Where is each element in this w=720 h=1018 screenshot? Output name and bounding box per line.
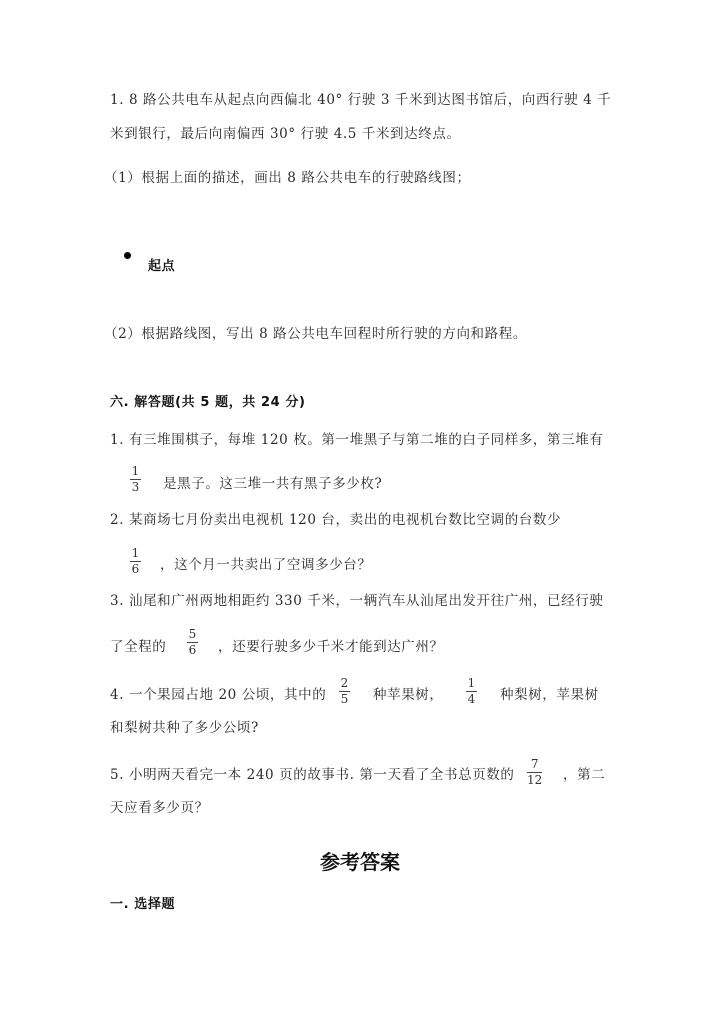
q4-line-2: 和梨树共种了多少公顷? [110, 720, 259, 736]
fraction-denominator: 6 [188, 643, 197, 657]
fraction-numerator: 2 [340, 676, 349, 690]
q5-post: ，第二 [563, 767, 606, 783]
route-part-2: （2）根据路线图，写出 8 路公共电车回程时所行驶的方向和路程。 [104, 326, 527, 342]
route-line-1: 1. 8 路公共电车从起点向西偏北 40° 行驶 3 千米到达图书馆后，向西行驶 4 千 [110, 92, 612, 108]
route-part-1: （1）根据上面的描述，画出 8 路公共电车的行驶路线图； [104, 170, 471, 186]
q2-line-2: ，这个月一共卖出了空调多少台？ [160, 557, 372, 573]
start-label: 起点 [148, 259, 176, 274]
q4-fraction-2 [466, 677, 477, 706]
q4-post: 种梨树，苹果树 [500, 687, 599, 703]
q2-fraction [130, 547, 141, 576]
q3-pre: 了全程的 [110, 639, 167, 655]
q3-line-2: ，还要行驶多少千米才能到达广州？ [218, 639, 444, 655]
q3-fraction [187, 628, 198, 657]
q4-pre: 4. 一个果园占地 20 公顷，其中的 [110, 687, 327, 703]
fraction-numerator: 1 [467, 676, 476, 690]
fraction-numerator: 5 [188, 627, 197, 641]
fraction-numerator: 7 [530, 757, 539, 771]
fraction-numerator: 1 [131, 546, 140, 560]
q4-mid: 种苹果树， [373, 687, 444, 703]
q1-line-1: 1. 有三堆围棋子，每堆 120 枚。第一堆黑子与第二堆的白子同样多，第三堆有 [110, 432, 604, 448]
q2-line-1: 2. 某商场七月份卖出电视机 120 台，卖出的电视机台数比空调的台数少 [110, 512, 562, 528]
start-point-dot [124, 252, 131, 259]
q3-line-1: 3. 汕尾和广州两地相距约 330 千米，一辆汽车从汕尾出发开往广州，已经行驶 [110, 593, 604, 609]
fraction-denominator: 4 [467, 692, 476, 706]
answers-section-1-heading: 一. 选择题 [110, 897, 176, 912]
q5-pre: 5. 小明两天看完一本 240 页的故事书. 第一天看了全书总页数的 [110, 767, 515, 783]
q1-fraction [130, 465, 141, 494]
fraction-denominator: 3 [131, 480, 140, 494]
q4-fraction-1 [339, 677, 350, 706]
q5-line-2: 天应看多少页？ [110, 800, 209, 816]
q1-line-2: 是黑子。这三堆一共有黑子多少枚? [163, 476, 383, 492]
fraction-numerator: 1 [131, 464, 140, 478]
section-6-heading: 六. 解答题(共 5 题，共 24 分) [110, 395, 306, 410]
fraction-denominator: 5 [340, 692, 349, 706]
route-line-2: 米到银行，最后向南偏西 30° 行驶 4.5 千米到达终点。 [110, 126, 461, 142]
fraction-denominator: 12 [527, 773, 543, 787]
answers-title: 参考答案 [320, 850, 400, 874]
q5-fraction [527, 758, 542, 787]
fraction-denominator: 6 [131, 562, 140, 576]
